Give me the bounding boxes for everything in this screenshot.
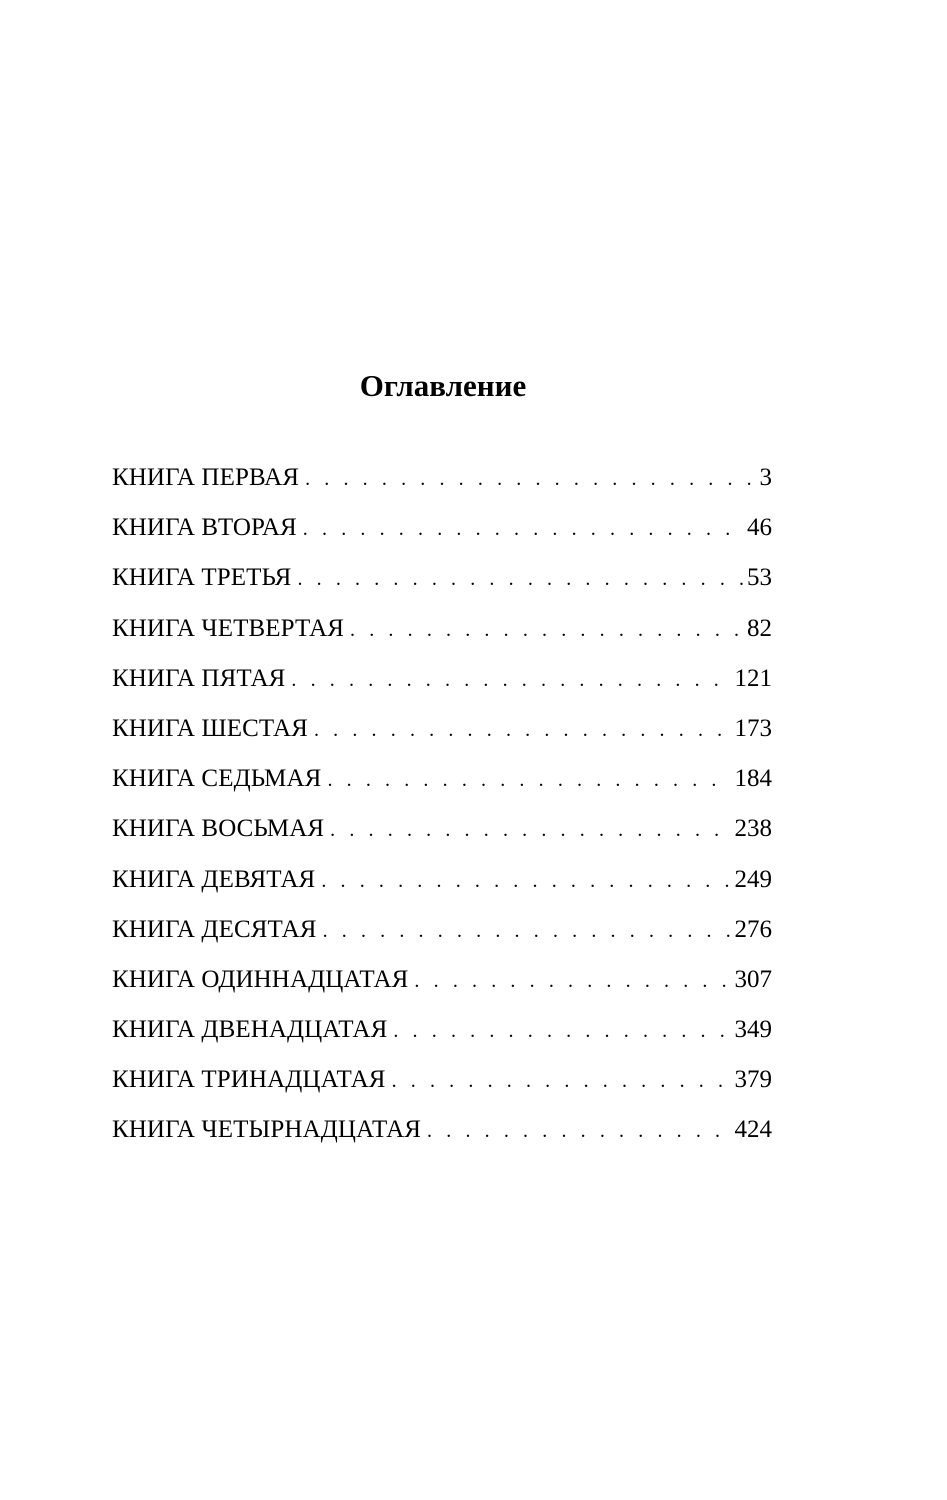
toc-entry-page: 379 (734, 1066, 772, 1094)
dot-leader (291, 660, 730, 700)
toc-entry-label: КНИГА ВОСЬМАЯ (112, 815, 325, 843)
toc-entry-page: 53 (747, 564, 772, 592)
toc-entry (112, 960, 772, 1010)
toc-entry (112, 860, 772, 910)
toc-entry-page: 276 (734, 915, 772, 943)
toc-entry-label: КНИГА ВТОРАЯ (112, 514, 297, 542)
toc-entry-page: 349 (734, 1016, 772, 1044)
dot-leader (427, 1111, 730, 1151)
toc-entry-label: КНИГА ПЕРВАЯ (112, 464, 300, 491)
toc-entry (112, 809, 772, 859)
toc-entry-page: 238 (734, 815, 772, 843)
toc-entry-page: 46 (747, 514, 772, 542)
dot-leader (323, 911, 731, 951)
toc-entry-label: КНИГА ДЕВЯТАЯ (112, 865, 316, 893)
toc-entry-label: КНИГА ПЯТАЯ (112, 664, 286, 692)
toc-entry (112, 508, 772, 558)
dot-leader (314, 710, 731, 750)
toc-entry (112, 1110, 772, 1160)
dot-leader (393, 1011, 730, 1051)
toc-entry (112, 1010, 772, 1060)
toc-entry (112, 558, 772, 608)
dot-leader (305, 459, 755, 499)
dot-leader (303, 509, 743, 549)
toc-entry-page: 121 (734, 664, 772, 692)
toc-entry-label: КНИГА СЕДЬМАЯ (112, 765, 322, 793)
toc-entry (112, 709, 772, 759)
toc-entry (112, 1060, 772, 1110)
toc-entry-page: 249 (734, 865, 772, 893)
dot-leader (330, 810, 730, 850)
toc-entry (112, 458, 772, 508)
toc-entry-label: КНИГА ЧЕТЫРНАДЦАТАЯ (112, 1116, 422, 1144)
toc-entry-page: 307 (734, 965, 772, 993)
toc-entry (112, 659, 772, 709)
toc-entry-page: 82 (747, 614, 772, 642)
toc-entry-label: КНИГА ЧЕТВЕРТАЯ (112, 614, 345, 642)
toc-entry-label: КНИГА ДЕСЯТАЯ (112, 915, 317, 943)
toc-entry-label: КНИГА ТРИНАДЦАТАЯ (112, 1066, 386, 1094)
toc-entry (112, 609, 772, 659)
toc-entry-label: КНИГА ШЕСТАЯ (112, 714, 308, 742)
toc-entry-page: 173 (734, 714, 772, 742)
toc-entry-page: 184 (734, 765, 772, 793)
toc-title: Оглавление (359, 368, 527, 403)
dot-leader (350, 610, 743, 650)
toc-entry (112, 759, 772, 809)
dot-leader (414, 961, 730, 1001)
toc-entry-label: КНИГА ТРЕТЬЯ (112, 564, 292, 592)
toc-entry-page: 424 (734, 1116, 772, 1144)
toc-entry-label: КНИГА ДВЕНАДЦАТАЯ (112, 1016, 388, 1044)
toc-list (112, 458, 772, 1161)
dot-leader (392, 1061, 731, 1101)
dot-leader (327, 760, 730, 800)
dot-leader (321, 861, 730, 901)
toc-entry-page: 3 (759, 464, 772, 491)
toc-entry-label: КНИГА ОДИННАДЦАТАЯ (112, 965, 409, 993)
dot-leader (297, 559, 743, 599)
toc-entry (112, 910, 772, 960)
